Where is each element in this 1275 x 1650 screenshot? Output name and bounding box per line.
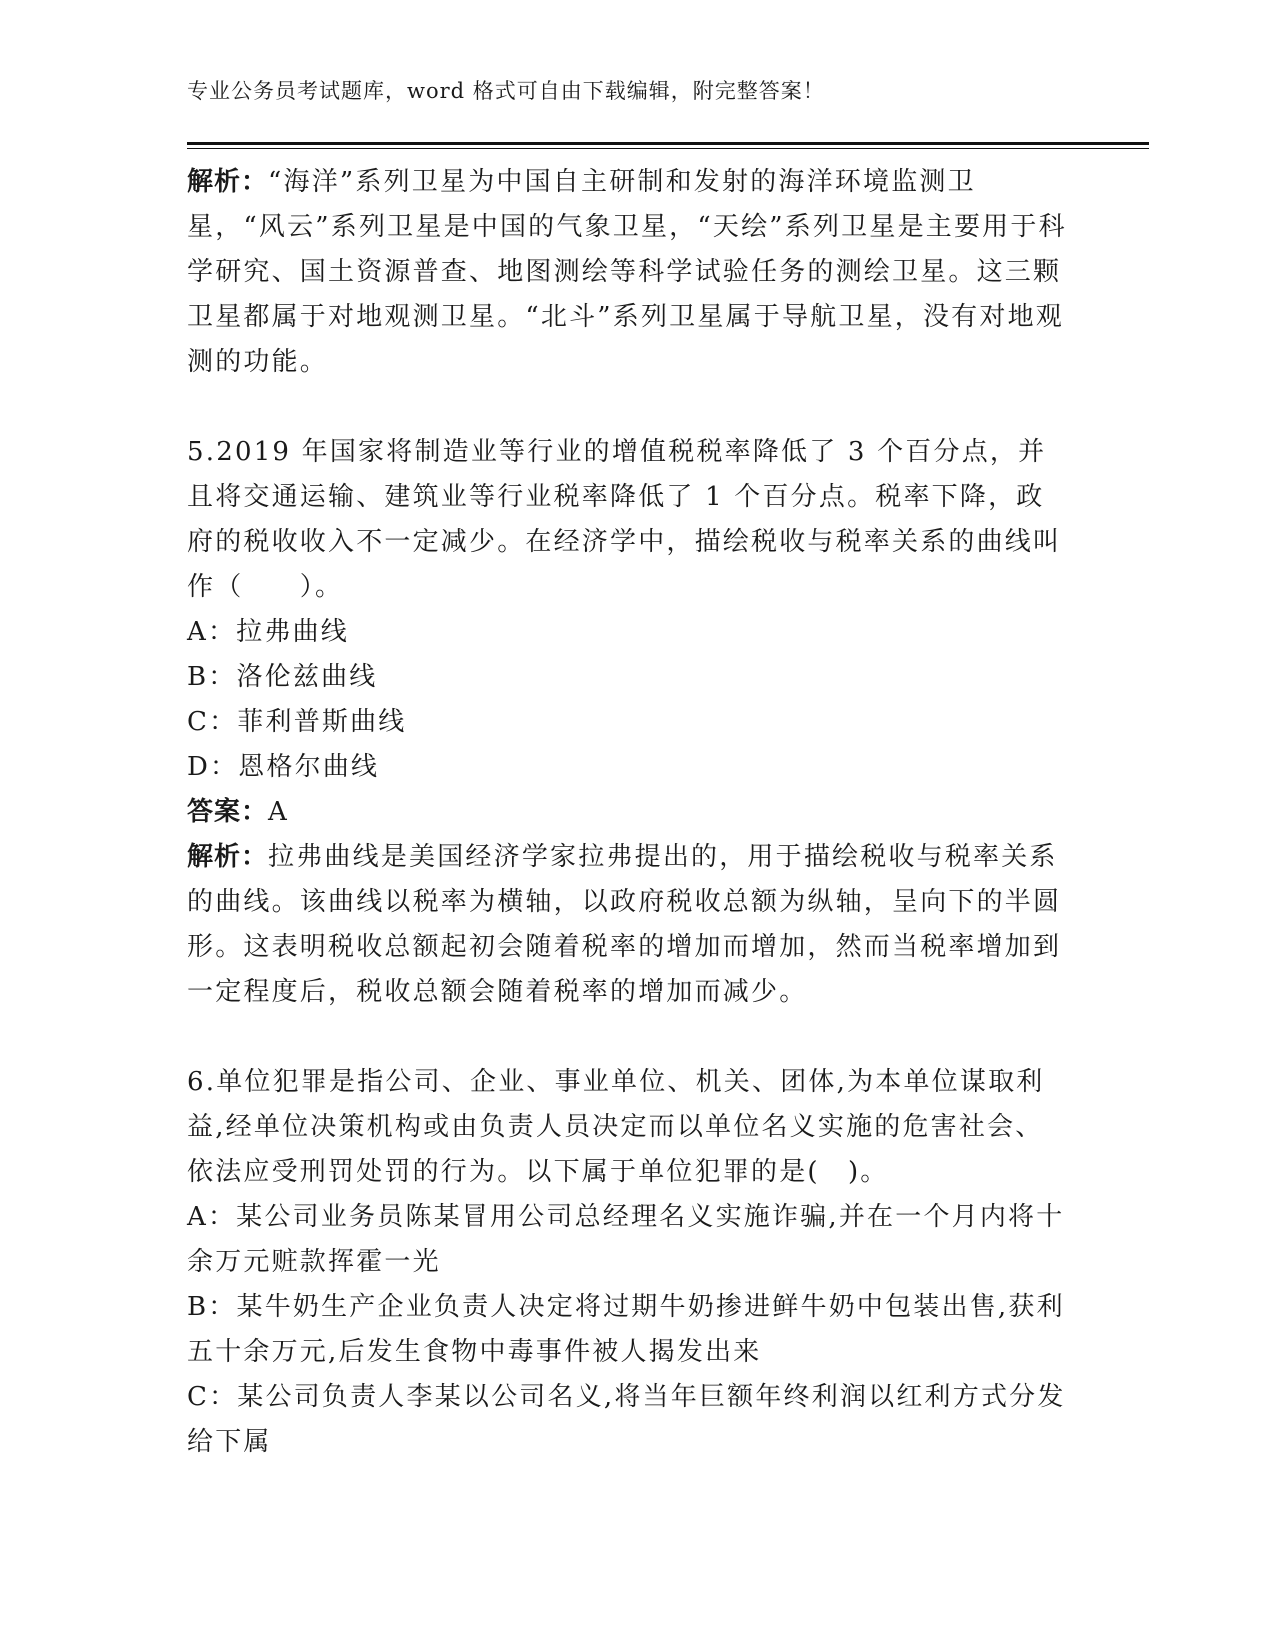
q5-explanation [187, 835, 1067, 1015]
q5-answer [187, 790, 1067, 835]
explanation-text: 拉弗曲线是美国经济学家拉弗提出的，用于描绘税收与税率关系的曲线。该曲线以税率为横轴，以政府税收总额为纵轴，呈向下的半圆形。这表明税收总额起初会随着税率的增加而增加，然而当税率增加到一定程度后，税收总额会随着税率的增加而减少。 [187, 842, 1062, 1007]
page-header: 专业公务员考试题库，word 格式可自由下载编辑，附完整答案！ [187, 79, 825, 103]
q5-stem: 5.2019 年国家将制造业等行业的增值税税率降低了 3 个百分点，并且将交通运输、建筑业等行业税率降低了 1 个百分点。税率下降，政府的税收收入不一定减少。在经济学中，描绘税收与税率关系的曲线叫作（ ）。 [187, 437, 1062, 602]
q5-option-a: A：拉弗曲线 [187, 617, 349, 647]
explanation-label: 解析： [187, 167, 269, 197]
q6-option-a: A：某公司业务员陈某冒用公司总经理名义实施诈骗,并在一个月内将十余万元赃款挥霍一光 [187, 1202, 1065, 1277]
q6-stem: 6.单位犯罪是指公司、企业、事业单位、机关、团体,为本单位谋取利益,经单位决策机构或由负责人员决定而以单位名义实施的危害社会、依法应受刑罚处罚的行为。以下属于单位犯罪的是( )。 [187, 1067, 1045, 1187]
q5-option-b: B：洛伦兹曲线 [187, 662, 378, 692]
spacer [187, 1015, 1067, 1060]
explanation-label: 解析： [187, 842, 269, 872]
q6-option-c: C：某公司负责人李某以公司名义,将当年巨额年终利润以红利方式分发给下属 [187, 1382, 1066, 1457]
explanation-text: “海洋”系列卫星为中国自主研制和发射的海洋环境监测卫星，“风云”系列卫星是中国的气象卫星，“天绘”系列卫星是主要用于科学研究、国土资源普查、地图测绘等科学试验任务的测绘卫星。这三颗卫星都属于对地观测卫星。“北斗”系列卫星属于导航卫星，没有对地观测的功能。 [187, 167, 1067, 377]
q6-option-b: B：某牛奶生产企业负责人决定将过期牛奶掺进鲜牛奶中包装出售,获利五十余万元,后发生食物中毒事件被人揭发出来 [187, 1292, 1065, 1367]
answer-value: A [268, 797, 289, 827]
header-rule-thick [187, 142, 1149, 145]
q4-explanation [187, 160, 1067, 385]
answer-label: 答案： [187, 797, 269, 827]
q5-option-d: D：恩格尔曲线 [187, 752, 380, 782]
spacer [187, 385, 1067, 430]
q5-option-c: C：菲利普斯曲线 [187, 707, 407, 737]
header-rule-thin [187, 148, 1149, 149]
document-body [187, 160, 1067, 1465]
